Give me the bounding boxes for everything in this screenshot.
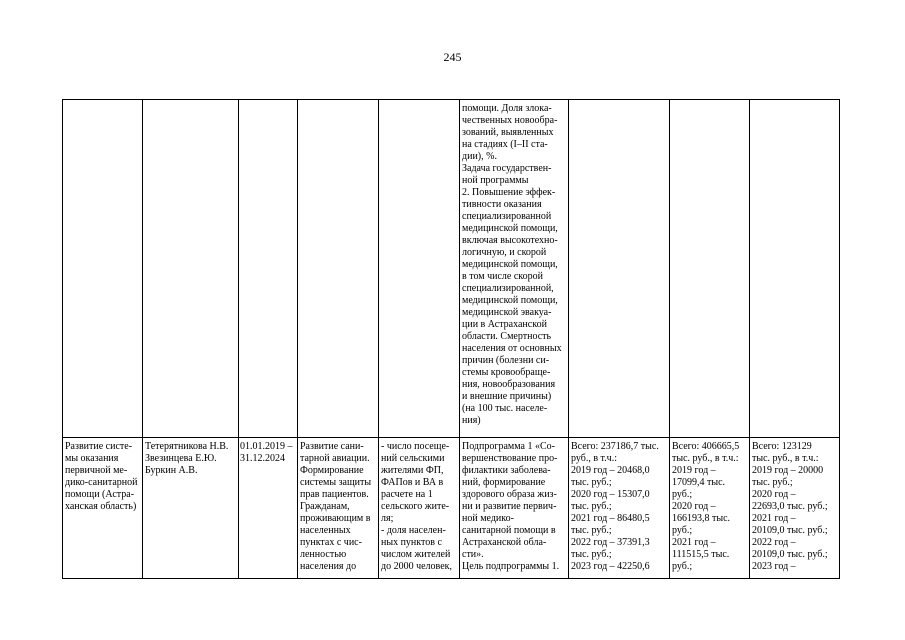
- subprogram-cell: Подпрограмма 1 «Со- вершенствование про- филактики заболева- ний, формирование здорового образа жиз- ни и развитие первич- ной медико- санитарной помощи в Астраханской обла- сти». Цель подпрограммы 1.: [462, 441, 560, 572]
- table-column-border: [839, 99, 840, 579]
- table-column-border: [62, 99, 63, 579]
- table-top-border: [62, 99, 840, 100]
- table-column-border: [459, 99, 460, 579]
- financing-cell-1: Всего: 237186,7 тыс. руб., в т.ч.: 2019 год – 20468,0 тыс. руб.; 2020 год – 15307,0 тыс. руб.; 2021 год – 86480,5 тыс. руб.; 2022 год – 37391,3 тыс. руб.; 2023 год – 42250,6: [571, 441, 659, 572]
- table-column-border: [749, 99, 750, 579]
- period-cell: 01.01.2019 – 31.12.2024: [240, 441, 293, 464]
- expected-result-cell: Развитие сани- тарной авиации. Формирование системы защиты прав пациентов. Гражданам, проживающим в населенных пунктах с чис- ленностью населения до: [300, 441, 372, 572]
- table-bottom-border: [62, 578, 840, 579]
- table-column-border: [142, 99, 143, 579]
- table-column-border: [297, 99, 298, 579]
- table-column-border: [238, 99, 239, 579]
- indicators-cell: - число посеще- ний сельскими жителями ФП, ФАПов и ВА в расчете на 1 сельского жите- ля; - доля населен- ных пунктов с числом жителей до 2000 человек,: [381, 441, 453, 572]
- financing-cell-2: Всего: 406665,5 тыс. руб., в т.ч.: 2019 год – 17099,4 тыс. руб.; 2020 год – 166193,8 тыс. руб.; 2021 год – 111515,5 тыс. руб.;: [672, 441, 740, 572]
- table-column-border: [378, 99, 379, 579]
- responsible-persons-cell: Тетерятникова Н.В. Звезинцева Е.Ю. Буркин А.В.: [145, 441, 229, 476]
- goal-indicator-cell: помощи. Доля злока- чественных новообра- зований, выявленных на стадиях (I–II ста- дии), %. Задача государствен- ной программы 2. Повышение эффек- тивности оказания специализированной медицинской помощи, включая высокотехно- логичную, и скорой медицинской помощи, в том числе скорой специализированной, медицинской помощи, медицинской эвакуа- ции в Астраханской области. Смертность населения от основных причин (болезни си- стемы кровообраще- ния, новообразования и внешние причины) (на 100 тыс. населе- ния): [462, 103, 562, 426]
- page-number: 245: [443, 50, 462, 64]
- table-column-border: [568, 99, 569, 579]
- activity-name-cell: Развитие систе- мы оказания первичной ме- дико-санитарной помощи (Астра- ханская область): [65, 441, 138, 512]
- financing-cell-3: Всего: 123129 тыс. руб., в т.ч.: 2019 год – 20000 тыс. руб.; 2020 год – 22693,0 тыс. руб.; 2021 год – 20109,0 тыс. руб.; 2022 год – 20109,0 тыс. руб.; 2023 год –: [752, 441, 828, 572]
- table-row-divider: [62, 437, 840, 438]
- table-column-border: [669, 99, 670, 579]
